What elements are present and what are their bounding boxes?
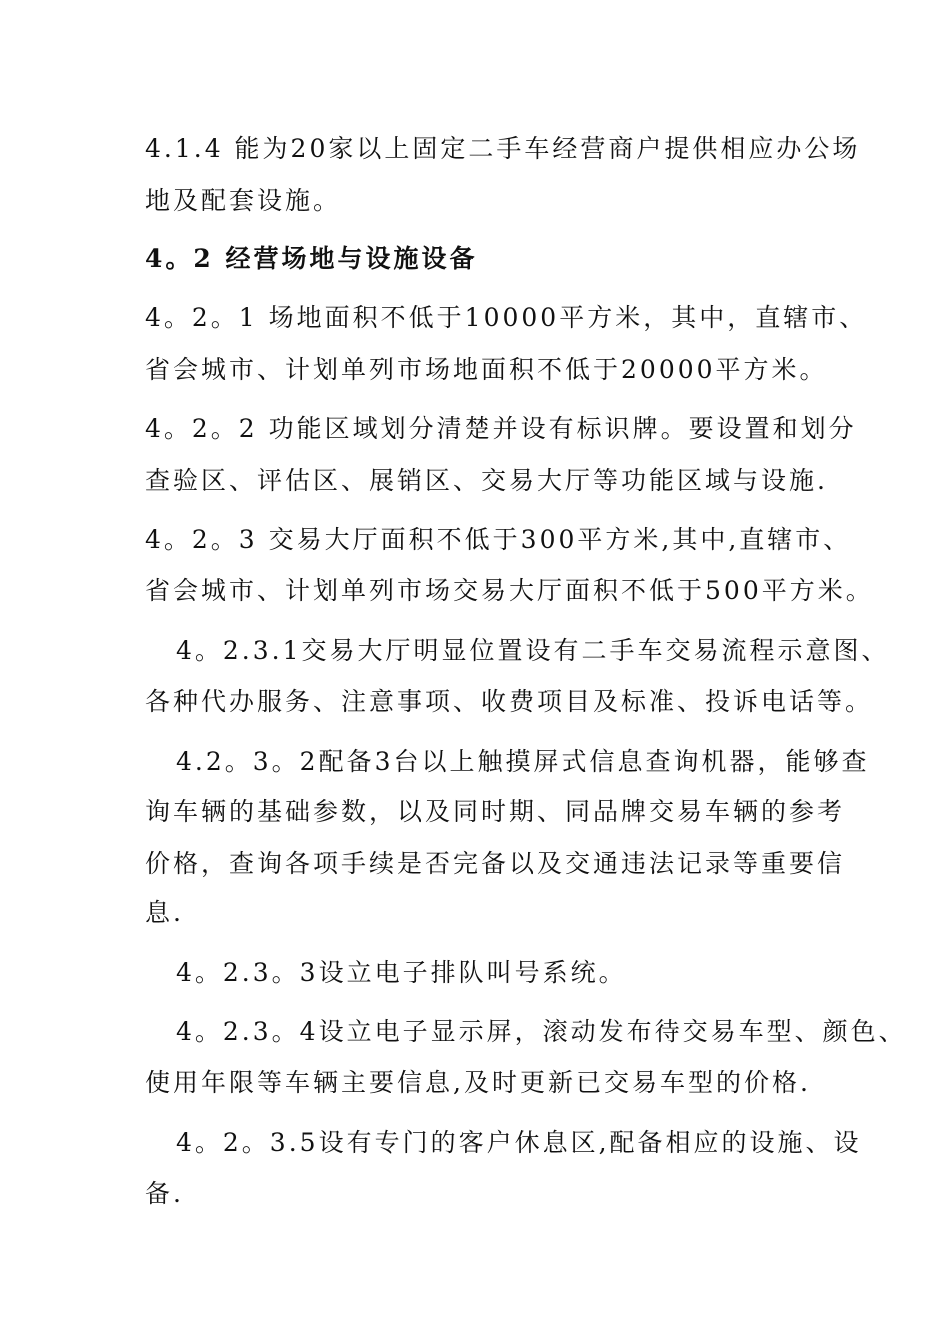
clause-4-2-1-line-1: 4。2。1 场地面积不低于10000平方米，其中，直辖市、: [145, 303, 868, 332]
clause-4-2-2-line-2: 查验区、评估区、展销区、交易大厅等功能区域与设施.: [145, 466, 828, 495]
clause-4-2-3-1-line-2: 各种代办服务、注意事项、收费项目及标准、投诉电话等。: [145, 687, 874, 716]
clause-4-1-4-line-1: 4.1.4 能为20家以上固定二手车经营商户提供相应办公场: [145, 134, 861, 163]
clause-4-2-3-2-line-2: 询车辆的基础参数，以及同时期、同品牌交易车辆的参考: [145, 797, 846, 826]
section-heading-4-2: 4。2 经营场地与设施设备: [145, 244, 478, 273]
clause-4-2-3-line-2: 省会城市、计划单列市场交易大厅面积不低于500平方米。: [145, 576, 874, 605]
clause-4-2-3-line-1: 4。2。3 交易大厅面积不低于300平方米,其中,直辖市、: [145, 525, 852, 554]
clause-4-2-3-4-line-1: 4。2.3。4设立电子显示屏，滚动发布待交易车型、颜色、: [176, 1017, 907, 1046]
clause-4-2-3-1-line-1: 4。2.3.1交易大厅明显位置设有二手车交易流程示意图、: [176, 636, 890, 665]
clause-4-1-4-line-2: 地及配套设施。: [145, 186, 342, 215]
clause-4-2-1-line-2: 省会城市、计划单列市场地面积不低于20000平方米。: [145, 355, 828, 384]
clause-4-2-3-5-line-1: 4。2。3.5设有专门的客户休息区,配备相应的设施、设: [176, 1128, 862, 1157]
clause-4-2-3-2-line-4: 息.: [145, 898, 184, 927]
clause-4-2-3-4-line-2: 使用年限等车辆主要信息,及时更新已交易车型的价格.: [145, 1068, 811, 1097]
clause-4-2-3-2-line-3: 价格，查询各项手续是否完备以及交通违法记录等重要信: [145, 849, 846, 878]
clause-4-2-2-line-1: 4。2。2 功能区域划分清楚并设有标识牌。要设置和划分: [145, 414, 857, 443]
clause-4-2-3-3-line-1: 4。2.3。3设立电子排队叫号系统。: [176, 958, 627, 987]
clause-4-2-3-5-line-2: 备.: [145, 1179, 184, 1208]
clause-4-2-3-2-line-1: 4.2。3。2配备3台以上触摸屏式信息查询机器，能够查: [176, 747, 870, 776]
